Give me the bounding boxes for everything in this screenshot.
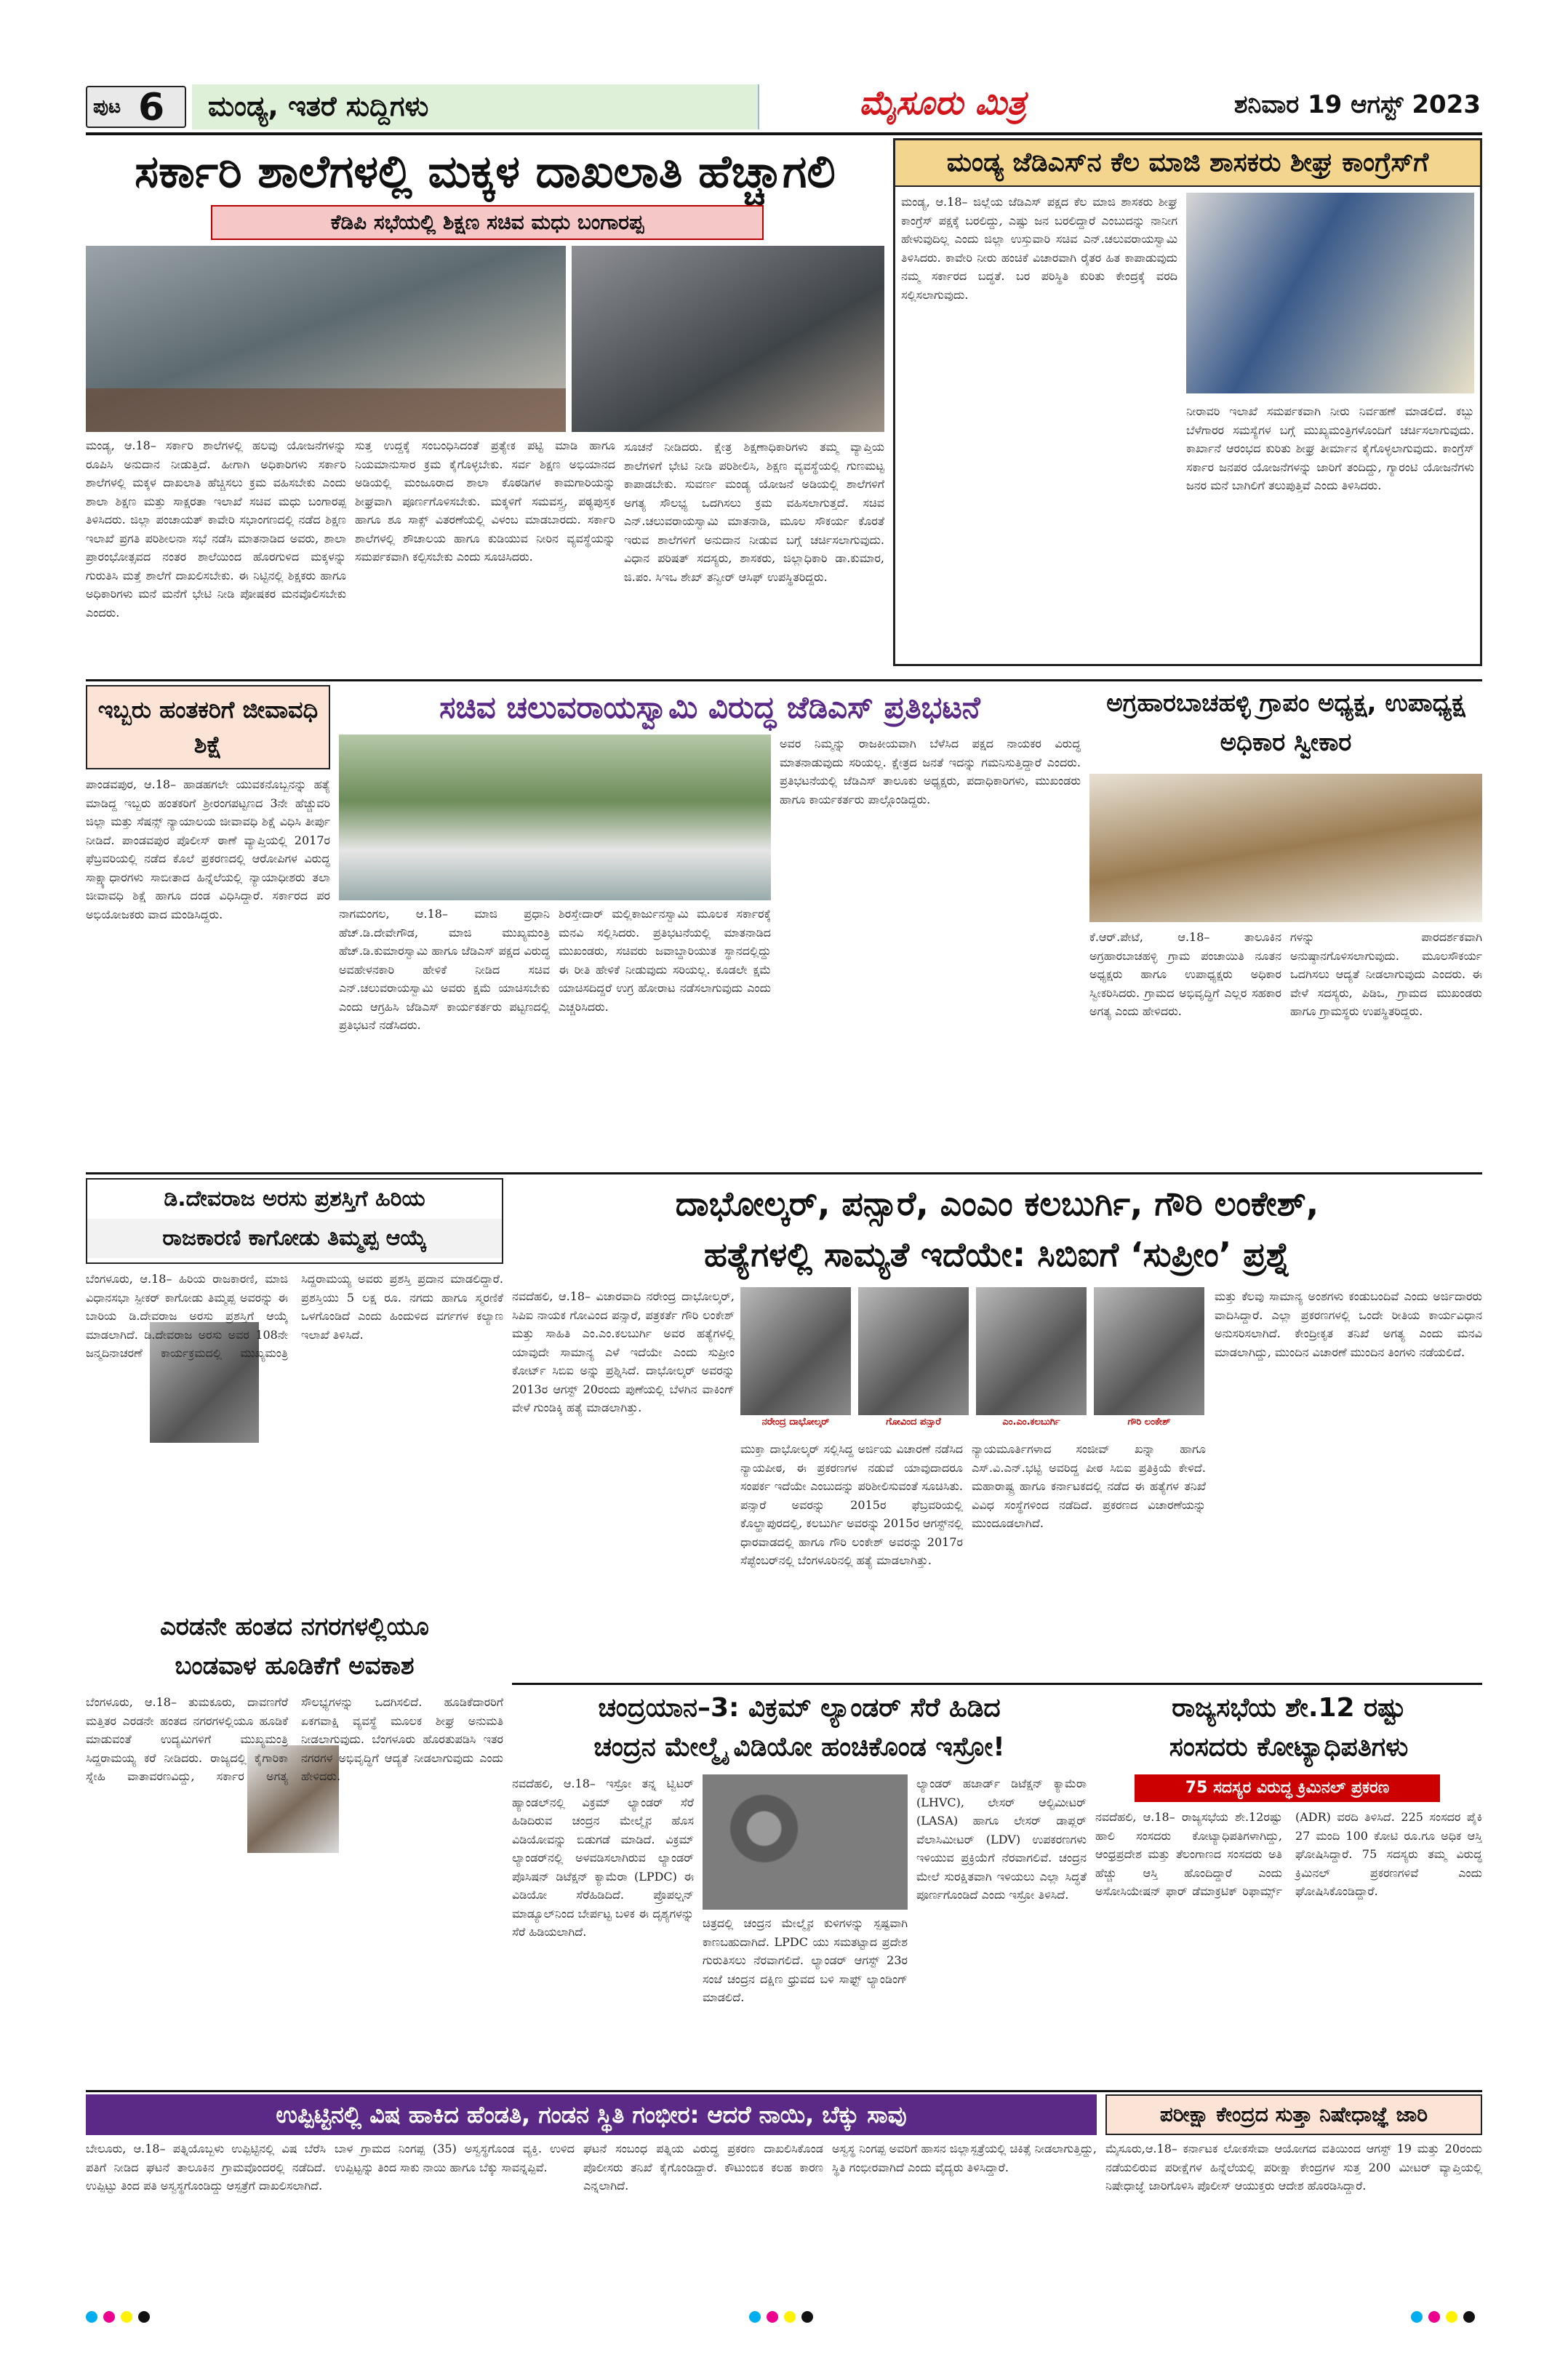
masthead-text: ಮೈಸೂರು ಮಿತ್ರ [859,83,1026,122]
enrolment-col-3: ಸೂಚನೆ ನೀಡಿದರು. ಕ್ಷೇತ್ರ ಶಿಕ್ಷಣಾಧಿಕಾರಿಗಳು ತಮ್ಮ ವ್ಯಾಪ್ತಿಯ ಶಾಲೆಗಳಿಗೆ ಭೇಟಿ ನೀಡಿ ಪರಿಶೀಲಿಸಿ, ಶಿಕ್ಷಣ ವ್ಯವಸ್ಥೆಯಲ್ಲಿ ಗುಣಮಟ್ಟ ಕಾಪಾಡಬೇಕು. ಸುವರ್ಣ ಮಂಡ್ಯ ಯೋಜನೆ ಅಡಿಯಲ್ಲಿ ಶಾಲೆಗಳಿಗೆ ಅಗತ್ಯ ಸೌಲಭ್ಯ ಒದಗಿಸಲು ಕ್ರಮ ವಹಿಸಲಾಗುತ್ತದೆ. ಸಚಿವ ಎನ್.ಚಲುವರಾಯಸ್ವಾಮಿ ಮಾತನಾಡಿ, ಮೂಲ ಸೌಕರ್ಯ ಕೊರತೆ ಇರುವ ಶಾಲೆಗಳಿಗೆ ಅನುದಾನ ನೀಡುವ ಬಗ್ಗೆ ಚರ್ಚಿಸಲಾಗುವುದು. ವಿಧಾನ ಪರಿಷತ್ ಸದಸ್ಯರು, ಶಾಸಕರು, ಜಿಲ್ಲಾಧಿಕಾರಿ ಡಾ.ಕುಮಾರ, ಜಿ.ಪಂ. ಸಿಇಒ ಶೇಖ್ ತನ್ವೀರ್ ಆಸಿಫ್ ಉಪಸ್ಥಿತರಿದ್ದರು. [624,440,884,584]
divider-3 [512,1683,1482,1685]
page-label: ಪುಟ [93,96,121,118]
panchayat-headline: ಅಗ್ರಹಾರಬಾಚಹಳ್ಳಿ ಗ್ರಾಪಂ ಅಧ್ಯಕ್ಷ, ಉಪಾಧ್ಯಕ್ಷ ಅಧಿಕಾರ ಸ್ವೀಕಾರ [1106,689,1465,757]
enrolment-headline: ಸರ್ಕಾರಿ ಶಾಲೆಗಳಲ್ಲಿ ಮಕ್ಕಳ ದಾಖಲಾತಿ ಹೆಚ್ಚಾಗಲಿ [135,145,836,198]
panchayat-col-1: ಕೆ.ಆರ್.ಪೇಟೆ, ಆ.18– ತಾಲೂಕಿನ ಅಗ್ರಹಾರಬಾಚಹಳ್ಳಿ ಗ್ರಾಮ ಪಂಚಾಯಿತಿ ನೂತನ ಅಧ್ಯಕ್ಷರು ಹಾಗೂ ಉಪಾಧ್ಯಕ್ಷರು ಅಧಿಕಾರ ಸ್ವೀಕರಿಸಿದರು. ಗ್ರಾಮದ ಅಭಿವೃದ್ಧಿಗೆ ಎಲ್ಲರ ಸಹಕಾರ ಅಗತ್ಯ ಎಂದು ಹೇಳಿದರು. [1089,930,1281,1018]
enrolment-photo-2 [572,246,884,432]
enrolment-col-2: ಸುತ್ತ ಉದ್ದಕ್ಕೆ ಸಂಬಂಧಿಸಿದಂತೆ ಪ್ರತ್ಯೇಕ ಪಟ್ಟಿ ಮಾಡಿ ಹಾಗೂ ನಿಯಮಾನುಸಾರ ಕ್ರಮ ಕೈಗೊಳ್ಳಬೇಕು. ಸರ್ವ ಶಿಕ್ಷಣ ಅಭಿಯಾನದ ಅಡಿಯಲ್ಲಿ ಮಂಜೂರಾದ ಶಾಲಾ ಕೊಠಡಿಗಳ ಕಾಮಗಾರಿಯನ್ನು ಶೀಘ್ರವಾಗಿ ಪೂರ್ಣಗೊಳಿಸಬೇಕು. ಮಕ್ಕಳಿಗೆ ಸಮವಸ್ತ್ರ, ಪಠ್ಯಪುಸ್ತಕ ಹಾಗೂ ಶೂ ಸಾಕ್ಸ್ ವಿತರಣೆಯಲ್ಲಿ ವಿಳಂಬ ಮಾಡಬಾರದು. ಸರ್ಕಾರಿ ಶಾಲೆಗಳಲ್ಲಿ ಶೌಚಾಲಯ ಹಾಗೂ ಕುಡಿಯುವ ನೀರಿನ ವ್ಯವಸ್ಥೆಯನ್ನು ಸಮರ್ಪಕವಾಗಿ ಕಲ್ಪಿಸಬೇಕು ಎಂದು ಸೂಚಿಸಿದರು. [355,439,615,564]
arasu-headline-box [86,1178,503,1264]
chandrayaan-moon-photo [703,1774,908,1910]
cbi-headline-box [512,1178,1482,1280]
cbi-caption-kalburgi: ಎಂ.ಎಂ.ಕಲಬುರ್ಗಿ [1002,1417,1060,1428]
mps-headline-2: ಸಂಸದರು ಕೋಟ್ಯಾಧಿಪತಿಗಳು [1169,1732,1409,1762]
tier2-headline-1: ಎರಡನೇ ಹಂತದ ನಗರಗಳಲ್ಲಿಯೂ [160,1612,429,1641]
poison-col-1: ಬೇಲೂರು, ಆ.18– ಪತ್ನಿಯೊಬ್ಬಳು ಉಪ್ಪಿಟ್ಟಿನಲ್ಲಿ ವಿಷ ಬೆರೆಸಿ ಪತಿಗೆ ನೀಡಿದ ಘಟನೆ ತಾಲೂಕಿನ ಗ್ರಾಮವೊಂದರಲ್ಲಿ ನಡೆದಿದೆ. ಉಪ್ಪಿಟ್ಟು ತಿಂದ ಪತಿ ಅಸ್ವಸ್ಥಗೊಂಡಿದ್ದು ಆಸ್ಪತ್ರೆಗೆ ದಾಖಲಿಸಲಾಗಿದೆ. [86,2142,326,2193]
divider-2 [86,1172,1482,1174]
cbi-col-1: ನವದೆಹಲಿ, ಆ.18– ವಿಚಾರವಾದಿ ನರೇಂದ್ರ ದಾಭೋಲ್ಕರ್, ಸಿಪಿಐ ನಾಯಕ ಗೋವಿಂದ ಪನ್ಸಾರೆ, ಪತ್ರಕರ್ತೆ ಗೌರಿ ಲಂಕೇಶ್ ಮತ್ತು ಸಾಹಿತಿ ಎಂ.ಎಂ.ಕಲಬುರ್ಗಿ ಅವರ ಹತ್ಯೆಗಳಲ್ಲಿ ಯಾವುದೇ ಸಾಮಾನ್ಯ ಎಳೆ ಇದೆಯೇ ಎಂದು ಸುಪ್ರೀಂ ಕೋರ್ಟ್ ಸಿಬಿಐ ಅನ್ನು ಪ್ರಶ್ನಿಸಿದೆ. ದಾಭೋಲ್ಕರ್ ಅವರನ್ನು 2013ರ ಆಗಸ್ಟ್ 20ರಂದು ಪುಣೆಯಲ್ಲಿ ಬೆಳಗಿನ ವಾಕಿಂಗ್ ವೇಳೆ ಗುಂಡಿಕ್ಕಿ ಹತ್ಯೆ ಮಾಡಲಾಗಿತ್ತು. [512,1289,735,1414]
cbi-photo-row [740,1287,1206,1434]
chandrayaan-col-3: ಲ್ಯಾಂಡರ್ ಹಜಾರ್ಡ್ ಡಿಟೆಕ್ಷನ್ ಕ್ಯಾಮೆರಾ (LHVC), ಲೇಸರ್ ಆಲ್ಟಿಮೀಟರ್ (LASA) ಹಾಗೂ ಲೇಸರ್ ಡಾಪ್ಲರ್ ವೆಲಾಸಿಮೀಟರ್ (LDV) ಉಪಕರಣಗಳು ಇಳಿಯುವ ಪ್ರಕ್ರಿಯೆಗೆ ನೆರವಾಗಲಿವೆ. ಚಂದ್ರನ ಮೇಲೆ ಸುರಕ್ಷಿತವಾಗಿ ಇಳಿಯಲು ಎಲ್ಲಾ ಸಿದ್ಧತೆ ಪೂರ್ಣಗೊಂಡಿದೆ ಎಂದು ಇಸ್ರೋ ತಿಳಿಸಿದೆ. [916,1777,1087,1902]
page-number: 6 [138,86,165,129]
cbi-photo-dabholkar [740,1287,851,1415]
mps-headline-box [1095,1689,1482,1770]
enrolment-subhead [211,205,764,240]
jds-photo [1186,193,1474,393]
jds-box [893,138,1482,666]
exam-headline: ಪರೀಕ್ಷಾ ಕೇಂದ್ರದ ಸುತ್ತಾ ನಿಷೇಧಾಜ್ಞೆ ಜಾರಿ [1159,2102,1428,2126]
exam-headline-band [1105,2094,1482,2135]
cbi-headline-2: ಹತ್ಯೆಗಳಲ್ಲಿ ಸಾಮ್ಯತೆ ಇದೆಯೇ: ಸಿಬಿಐಗೆ ‘ಸುಪ್ರೀಂ’ ಪ್ರಶ್ನೆ [703,1235,1291,1274]
masthead-logo [783,83,1103,131]
protest-col-3: ಅವರ ನಿಮ್ಮನ್ನು ರಾಜಕೀಯವಾಗಿ ಬೆಳೆಸಿದ ಪಕ್ಷದ ನಾಯಕರ ವಿರುದ್ಧ ಮಾತನಾಡುವುದು ಸರಿಯಲ್ಲ. ಕ್ಷೇತ್ರದ ಜನತೆ ಇದನ್ನು ಗಮನಿಸುತ್ತಿದ್ದಾರೆ ಎಂದರು. ಪ್ರತಿಭಟನೆಯಲ್ಲಿ ಜೆಡಿಎಸ್ ತಾಲೂಕು ಅಧ್ಯಕ್ಷರು, ಪದಾಧಿಕಾರಿಗಳು, ಮುಖಂಡರು ಹಾಗೂ ಕಾರ್ಯಕರ್ತರು ಪಾಲ್ಗೊಂಡಿದ್ದರು. [780,737,1081,806]
convicts-headline-box [86,685,330,769]
jds-col-2: ನೀರಾವರಿ ಇಲಾಖೆ ಸಮರ್ಪಕವಾಗಿ ನೀರು ನಿರ್ವಹಣೆ ಮಾಡಲಿದೆ. ಕಬ್ಬು ಬೆಳೆಗಾರರ ಸಮಸ್ಯೆಗಳ ಬಗ್ಗೆ ಮುಖ್ಯಮಂತ್ರಿಗಳೊಂದಿಗೆ ಚರ್ಚಿಸಲಾಗುವುದು. ಕಾರ್ಖಾನೆ ಆರಂಭದ ಕುರಿತು ಶೀಘ್ರ ತೀರ್ಮಾನ ಕೈಗೊಳ್ಳಲಾಗುವುದು. ಕಾಂಗ್ರೆಸ್ ಸರ್ಕಾರ ಜನಪರ ಯೋಜನೆಗಳನ್ನು ಜಾರಿಗೆ ತಂದಿದ್ದು, ಗ್ಯಾರಂಟಿ ಯೋಜನೆಗಳು ಜನರ ಮನೆ ಬಾಗಿಲಿಗೆ ತಲುಪುತ್ತಿವೆ ಎಂದು ತಿಳಿಸಿದರು. [1186,404,1474,492]
page-number-badge [86,86,186,128]
poison-col-2: ಬಾಳ ಗ್ರಾಮದ ನಿಂಗಪ್ಪ (35) ಅಸ್ವಸ್ಥಗೊಂಡ ವ್ಯಕ್ತಿ. ಉಳಿದ ಉಪ್ಪಿಟ್ಟನ್ನು ತಿಂದ ಸಾಕು ನಾಯಿ ಹಾಗೂ ಬೆಕ್ಕು ಸಾವನ್ನಪ್ಪಿವೆ. [335,2142,575,2174]
arasu-body: ಬೆಂಗಳೂರು, ಆ.18– ಹಿರಿಯ ರಾಜಕಾರಣಿ, ಮಾಜಿ ವಿಧಾನಸಭಾ ಸ್ಪೀಕರ್ ಕಾಗೋಡು ತಿಮ್ಮಪ್ಪ ಅವರನ್ನು ಈ ಬಾರಿಯ ಡಿ.ದೇವರಾಜ ಅರಸು ಪ್ರಶಸ್ತಿಗೆ ಆಯ್ಕೆ ಮಾಡಲಾಗಿದೆ. ಡಿ.ದೇವರಾಜ ಅರಸು ಅವರ 108ನೇ ಜನ್ಮದಿನಾಚರಣೆ ಕಾರ್ಯಕ್ರಮದಲ್ಲಿ ಮುಖ್ಯಮಂತ್ರಿ ಸಿದ್ದರಾಮಯ್ಯ ಅವರು ಪ್ರಶಸ್ತಿ ಪ್ರದಾನ ಮಾಡಲಿದ್ದಾರೆ. ಪ್ರಶಸ್ತಿಯು 5 ಲಕ್ಷ ರೂ. ನಗದು ಹಾಗೂ ಸ್ಮರಣಿಕೆ ಒಳಗೊಂಡಿದೆ ಎಂದು ಹಿಂದುಳಿದ ವರ್ಗಗಳ ಕಲ್ಯಾಣ ಇಲಾಖೆ ತಿಳಿಸಿದೆ. [86,1272,503,1360]
panchayat-headline-box [1089,684,1482,769]
tier2-body: ಬೆಂಗಳೂರು, ಆ.18– ತುಮಕೂರು, ದಾವಣಗೆರೆ ಮತ್ತಿತರ ಎರಡನೇ ಹಂತದ ನಗರಗಳಲ್ಲಿಯೂ ಹೂಡಿಕೆ ಮಾಡುವಂತೆ ಉದ್ಯಮಿಗಳಿಗೆ ಮುಖ್ಯಮಂತ್ರಿ ಸಿದ್ದರಾಮಯ್ಯ ಕರೆ ನೀಡಿದರು. ರಾಜ್ಯದಲ್ಲಿ ಕೈಗಾರಿಕಾ ಸ್ನೇಹಿ ವಾತಾವರಣವಿದ್ದು, ಸರ್ಕಾರ ಅಗತ್ಯ ಸೌಲಭ್ಯಗಳನ್ನು ಒದಗಿಸಲಿದೆ. ಹೂಡಿಕೆದಾರರಿಗೆ ಏಕಗವಾಕ್ಷಿ ವ್ಯವಸ್ಥೆ ಮೂಲಕ ಶೀಘ್ರ ಅನುಮತಿ ನೀಡಲಾಗುವುದು. ಬೆಂಗಳೂರು ಹೊರತುಪಡಿಸಿ ಇತರ ನಗರಗಳ ಅಭಿವೃದ್ಧಿಗೆ ಆದ್ಯತೆ ನೀಡಲಾಗುವುದು ಎಂದು ಹೇಳಿದರು. [86,1695,503,1783]
registration-dots-right [1411,2311,1481,2326]
cbi-col-4: ಮತ್ತು ಕೆಲವು ಸಾಮಾನ್ಯ ಅಂಶಗಳು ಕಂಡುಬಂದಿವೆ ಎಂದು ಅರ್ಜಿದಾರರು ವಾದಿಸಿದ್ದಾರೆ. ಎಲ್ಲಾ ಪ್ರಕರಣಗಳಲ್ಲಿ ಒಂದೇ ರೀತಿಯ ಕಾರ್ಯವಿಧಾನ ಅನುಸರಿಸಲಾಗಿದೆ. ಕೇಂದ್ರೀಕೃತ ತನಿಖೆ ಅಗತ್ಯ ಎಂದು ಮನವಿ ಮಾಡಲಾಗಿದ್ದು, ಮುಂದಿನ ವಿಚಾರಣೆ ಮುಂದಿನ ತಿಂಗಳು ನಡೆಯಲಿದೆ. [1215,1289,1482,1359]
arasu-headline-1: ಡಿ.ದೇವರಾಜ ಅರಸು ಪ್ರಶಸ್ತಿಗೆ ಹಿರಿಯ [164,1186,425,1212]
protest-col-2: ಶಿರಸ್ತೇದಾರ್ ಮಲ್ಲಿಕಾರ್ಜುನಸ್ವಾಮಿ ಮೂಲಕ ಸರ್ಕಾರಕ್ಕೆ ಮನವಿ ಸಲ್ಲಿಸಿದರು. ಪ್ರತಿಭಟನೆಯಲ್ಲಿ ಮಾತನಾಡಿದ ಮುಖಂಡರು, ಸಚಿವರು ಜವಾಬ್ದಾರಿಯುತ ಸ್ಥಾನದಲ್ಲಿದ್ದು ಈ ರೀತಿ ಹೇಳಿಕೆ ನೀಡುವುದು ಸರಿಯಲ್ಲ. ಕೂಡಲೇ ಕ್ಷಮೆ ಯಾಚಿಸದಿದ್ದರೆ ಉಗ್ರ ಹೋರಾಟ ನಡೆಸಲಾಗುವುದು ಎಂದು ಎಚ್ಚರಿಸಿದರು. [559,907,771,1014]
divider-1 [86,679,1482,681]
cbi-photo-pansare [858,1287,969,1415]
cbi-caption-dabholkar: ನರೇಂದ್ರ ದಾಭೋಲ್ಕರ್ [761,1417,830,1428]
cbi-caption-gauri: ಗೌರಿ ಲಂಕೇಶ್ [1127,1417,1171,1428]
issue-date: ಶನಿವಾರ 19 ಆಗಸ್ಟ್ 2023 [1233,90,1481,119]
tier2-headline-2: ಬಂಡವಾಳ ಹೂಡಿಕೆಗೆ ಅವಕಾಶ [175,1652,415,1681]
divider-4 [86,2090,1482,2092]
protest-headline: ಸಚಿವ ಚಲುವರಾಯಸ್ವಾಮಿ ವಿರುದ್ಧ ಜೆಡಿಎಸ್ ಪ್ರತಿಭಟನೆ [439,689,980,725]
cbi-photo-gauri [1094,1287,1204,1415]
mps-body: ನವದೆಹಲಿ, ಆ.18– ರಾಜ್ಯಸಭೆಯ ಶೇ.12ರಷ್ಟು ಹಾಲಿ ಸಂಸದರು ಕೋಟ್ಯಾಧಿಪತಿಗಳಾಗಿದ್ದು, ಆಂಧ್ರಪ್ರದೇಶ ಮತ್ತು ತೆಲಂಗಾಣದ ಸಂಸದರು ಅತಿ ಹೆಚ್ಚು ಆಸ್ತಿ ಹೊಂದಿದ್ದಾರೆ ಎಂದು ಅಸೋಸಿಯೇಷನ್ ಫಾರ್ ಡೆಮಾಕ್ರಟಿಕ್ ರಿಫಾರ್ಮ್ಸ್ (ADR) ವರದಿ ತಿಳಿಸಿದೆ. 225 ಸಂಸದರ ಪೈಕಿ 27 ಮಂದಿ 100 ಕೋಟಿ ರೂ.ಗೂ ಅಧಿಕ ಆಸ್ತಿ ಘೋಷಿಸಿದ್ದಾರೆ. 75 ಸದಸ್ಯರು ತಮ್ಮ ವಿರುದ್ಧ ಕ್ರಿಮಿನಲ್ ಪ್ರಕರಣಗಳಿವೆ ಎಂದು ಘೋಷಿಸಿಕೊಂಡಿದ್ದಾರೆ. [1095,1810,1482,1898]
cbi-col-2: ಮುಕ್ತಾ ದಾಭೋಲ್ಕರ್ ಸಲ್ಲಿಸಿದ್ದ ಅರ್ಜಿಯ ವಿಚಾರಣೆ ನಡೆಸಿದ ನ್ಯಾಯಪೀಠ, ಈ ಪ್ರಕರಣಗಳ ನಡುವೆ ಯಾವುದಾದರೂ ಸಂಪರ್ಕ ಇದೆಯೇ ಎಂಬುದನ್ನು ಪರಿಶೀಲಿಸುವಂತೆ ಸೂಚಿಸಿತು. ಪನ್ಸಾರೆ ಅವರನ್ನು 2015ರ ಫೆಬ್ರವರಿಯಲ್ಲಿ ಕೊಲ್ಹಾಪುರದಲ್ಲಿ, ಕಲಬುರ್ಗಿ ಅವರನ್ನು 2015ರ ಆಗಸ್ಟ್‌ನಲ್ಲಿ ಧಾರವಾಡದಲ್ಲಿ ಹಾಗೂ ಗೌರಿ ಲಂಕೇಶ್ ಅವರನ್ನು 2017ರ ಸೆಪ್ಟೆಂಬರ್‌ನಲ್ಲಿ ಬೆಂಗಳೂರಿನಲ್ಲಿ ಹತ್ಯೆ ಮಾಡಲಾಗಿತ್ತು. [740,1442,963,1567]
poison-col-3: ಘಟನೆ ಸಂಬಂಧ ಪತ್ನಿಯ ವಿರುದ್ಧ ಪ್ರಕರಣ ದಾಖಲಿಸಿಕೊಂಡ ಪೊಲೀಸರು ತನಿಖೆ ಕೈಗೊಂಡಿದ್ದಾರೆ. ಕೌಟುಂಬಿಕ ಕಲಹ ಕಾರಣ ಎನ್ನಲಾಗಿದೆ. [583,2142,823,2193]
header-rule [86,132,1482,135]
panchayat-photo [1089,774,1482,922]
jds-headline-band [895,140,1480,187]
exam-body: ಮೈಸೂರು,ಆ.18– ಕರ್ನಾಟಕ ಲೋಕಸೇವಾ ಆಯೋಗದ ವತಿಯಿಂದ ಆಗಸ್ಟ್ 19 ಮತ್ತು 20ರಂದು ನಡೆಯಲಿರುವ ಪರೀಕ್ಷೆಗಳ ಹಿನ್ನೆಲೆಯಲ್ಲಿ ಪರೀಕ್ಷಾ ಕೇಂದ್ರಗಳ ಸುತ್ತ 200 ಮೀಟರ್ ವ್ಯಾಪ್ತಿಯಲ್ಲಿ ನಿಷೇಧಾಜ್ಞೆ ಜಾರಿಗೊಳಿಸಿ ಪೊಲೀಸ್ ಆಯುಕ್ತರು ಆದೇಶ ಹೊರಡಿಸಿದ್ದಾರೆ. [1105,2142,1482,2193]
registration-dots-left [86,2311,156,2326]
arasu-headline-2: ರಾಜಕಾರಣಿ ಕಾಗೋಡು ತಿಮ್ಮಪ್ಪ ಆಯ್ಕೆ [87,1219,502,1258]
protest-col-1: ನಾಗಮಂಗಲ, ಆ.18– ಮಾಜಿ ಪ್ರಧಾನಿ ಹೆಚ್.ಡಿ.ದೇವೇಗೌಡ, ಮಾಜಿ ಮುಖ್ಯಮಂತ್ರಿ ಹೆಚ್.ಡಿ.ಕುಮಾರಸ್ವಾಮಿ ಹಾಗೂ ಜೆಡಿಎಸ್ ಪಕ್ಷದ ವಿರುದ್ಧ ಅವಹೇಳನಕಾರಿ ಹೇಳಿಕೆ ನೀಡಿದ ಸಚಿವ ಎನ್.ಚಲುವರಾಯಸ್ವಾಮಿ ಅವರು ಕ್ಷಮೆ ಯಾಚಿಸಬೇಕು ಎಂದು ಆಗ್ರಹಿಸಿ ಜೆಡಿಎಸ್ ಕಾರ್ಯಕರ್ತರು ಪಟ್ಟಣದಲ್ಲಿ ಪ್ರತಿಭಟನೆ ನಡೆಸಿದರು. [339,907,550,1032]
tier2-headline-box [86,1607,503,1689]
jds-col-1: ಮಂಡ್ಯ, ಆ.18– ಜಿಲ್ಲೆಯ ಜೆಡಿಎಸ್ ಪಕ್ಷದ ಕೆಲ ಮಾಜಿ ಶಾಸಕರು ಶೀಘ್ರ ಕಾಂಗ್ರೆಸ್ ಪಕ್ಷಕ್ಕೆ ಬರಲಿದ್ದು, ಎಷ್ಟು ಜನ ಬರಲಿದ್ದಾರೆ ಎಂಬುದನ್ನು ನಾನೀಗ ಹೇಳುವುದಿಲ್ಲ ಎಂದು ಜಿಲ್ಲಾ ಉಸ್ತುವಾರಿ ಸಚಿವ ಎನ್.ಚಲುವರಾಯಸ್ವಾಮಿ ತಿಳಿಸಿದರು. ಕಾವೇರಿ ನೀರು ಹಂಚಿಕೆ ವಿಚಾರವಾಗಿ ರೈತರ ಹಿತ ಕಾಪಾಡುವುದು ನಮ್ಮ ಸರ್ಕಾರದ ಬದ್ಧತೆ. ಬರ ಪರಿಸ್ಥಿತಿ ಕುರಿತು ಕೇಂದ್ರಕ್ಕೆ ವರದಿ ಸಲ್ಲಿಸಲಾಗುವುದು. [901,195,1177,302]
mps-headline-1: ರಾಜ್ಯಸಭೆಯ ಶೇ.12 ರಷ್ಟು [1172,1693,1406,1723]
cbi-caption-pansare: ಗೋವಿಂದ ಪನ್ಸಾರೆ [886,1417,941,1428]
section-title: ಮಂಡ್ಯ, ಇತರೆ ಸುದ್ದಿಗಳು [208,90,429,122]
convicts-headline: ಇಬ್ಬರು ಹಂತಕರಿಗೆ ಜೀವಾವಧಿ ಶಿಕ್ಷೆ [97,696,319,758]
protest-photo [339,734,771,900]
enrolment-subhead-text: ಕೆಡಿಪಿ ಸಭೆಯಲ್ಲಿ ಶಿಕ್ಷಣ ಸಚಿವ ಮಧು ಬಂಗಾರಪ್ಪ [330,210,644,234]
enrolment-photo-1 [86,246,566,432]
chandrayaan-headline-2: ಚಂದ್ರನ ಮೇಲ್ಮೈ ವಿಡಿಯೋ ಹಂಚಿಕೊಂಡ ಇಸ್ರೋ! [593,1732,1005,1762]
chandrayaan-col-2: ಚಿತ್ರದಲ್ಲಿ ಚಂದ್ರನ ಮೇಲ್ಮೈನ ಕುಳಿಗಳನ್ನು ಸ್ಪಷ್ಟವಾಗಿ ಕಾಣಬಹುದಾಗಿದೆ. LPDC ಯು ಸಮತಟ್ಟಾದ ಪ್ರದೇಶ ಗುರುತಿಸಲು ನೆರವಾಗಲಿದೆ. ಲ್ಯಾಂಡರ್ ಆಗಸ್ಟ್ 23ರ ಸಂಜೆ ಚಂದ್ರನ ದಕ್ಷಿಣ ಧ್ರುವದ ಬಳಿ ಸಾಫ್ಟ್ ಲ್ಯಾಂಡಿಂಗ್ ಮಾಡಲಿದೆ. [703,1916,908,2004]
cbi-headline-1: ದಾಭೋಲ್ಕರ್, ಪನ್ಸಾರೆ, ಎಂಎಂ ಕಲಬುರ್ಗಿ, ಗೌರಿ ಲಂಕೇಶ್, [675,1184,1319,1223]
mps-subhead: 75 ಸದಸ್ಯರ ವಿರುದ್ಧ ಕ್ರಿಮಿನಲ್ ಪ್ರಕರಣ [1185,1779,1390,1797]
chandrayaan-headline-box [512,1689,1087,1770]
poison-headline-band [86,2094,1097,2135]
convicts-body: ಪಾಂಡವಪುರ, ಆ.18– ಹಾಡಹಗಲೇ ಯುವಕನೊಬ್ಬನನ್ನು ಹತ್ಯೆ ಮಾಡಿದ್ದ ಇಬ್ಬರು ಹಂತಕರಿಗೆ ಶ್ರೀರಂಗಪಟ್ಟಣದ 3ನೇ ಹೆಚ್ಚುವರಿ ಜಿಲ್ಲಾ ಮತ್ತು ಸೆಷನ್ಸ್ ನ್ಯಾಯಾಲಯ ಜೀವಾವಧಿ ಶಿಕ್ಷೆ ವಿಧಿಸಿ ತೀರ್ಪು ನೀಡಿದೆ. ಪಾಂಡವಪುರ ಪೊಲೀಸ್ ಠಾಣೆ ವ್ಯಾಪ್ತಿಯಲ್ಲಿ 2017ರ ಫೆಬ್ರವರಿಯಲ್ಲಿ ನಡೆದ ಕೊಲೆ ಪ್ರಕರಣದಲ್ಲಿ ಆರೋಪಿಗಳ ವಿರುದ್ಧ ಸಾಕ್ಷ್ಯಾಧಾರಗಳು ಸಾಬೀತಾದ ಹಿನ್ನೆಲೆಯಲ್ಲಿ ನ್ಯಾಯಾಧೀಶರು ತಲಾ ಜೀವಾವಧಿ ಶಿಕ್ಷೆ ಹಾಗೂ ದಂಡ ವಿಧಿಸಿದ್ದಾರೆ. ಸರ್ಕಾರದ ಪರ ಅಭಿಯೋಜಕರು ವಾದ ಮಂಡಿಸಿದ್ದರು. [86,777,330,921]
registration-dots-center [749,2311,819,2326]
page-header [86,83,1482,132]
mps-subhead-band [1135,1774,1440,1802]
poison-headline: ಉಪ್ಪಿಟ್ಟಿನಲ್ಲಿ ವಿಷ ಹಾಕಿದ ಹೆಂಡತಿ, ಗಂಡನ ಸ್ಥಿತಿ ಗಂಭೀರ: ಆದರೆ ನಾಯಿ, ಬೆಕ್ಕು ಸಾವು [276,2101,907,2129]
jds-headline: ಮಂಡ್ಯ ಜೆಡಿಎಸ್‌ನ ಕೆಲ ಮಾಜಿ ಶಾಸಕರು ಶೀಘ್ರ ಕಾಂಗ್ರೆಸ್‌ಗೆ [946,148,1429,177]
enrolment-col-1: ಮಂಡ್ಯ, ಆ.18– ಸರ್ಕಾರಿ ಶಾಲೆಗಳಲ್ಲಿ ಹಲವು ಯೋಜನೆಗಳನ್ನು ರೂಪಿಸಿ ಅನುದಾನ ನೀಡುತ್ತಿದೆ. ಹೀಗಾಗಿ ಅಧಿಕಾರಿಗಳು ಸರ್ಕಾರಿ ಶಾಲೆಗಳಲ್ಲಿ ಮಕ್ಕಳ ದಾಖಲಾತಿ ಹೆಚ್ಚಿಸಲು ಕ್ರಮ ವಹಿಸಬೇಕು ಎಂದು ಶಾಲಾ ಶಿಕ್ಷಣ ಮತ್ತು ಸಾಕ್ಷರತಾ ಇಲಾಖೆ ಸಚಿವ ಮಧು ಬಂಗಾರಪ್ಪ ತಿಳಿಸಿದರು. ಜಿಲ್ಲಾ ಪಂಚಾಯತ್ ಕಾವೇರಿ ಸಭಾಂಗಣದಲ್ಲಿ ನಡೆದ ಶಿಕ್ಷಣ ಇಲಾಖೆ ಪ್ರಗತಿ ಪರಿಶೀಲನಾ ಸಭೆ ನಡೆಸಿ ಮಾತನಾಡಿದ ಅವರು, ಶಾಲಾ ಪ್ರಾರಂಭೋತ್ಸವದ ನಂತರ ಶಾಲೆಯಿಂದ ಹೊರಗುಳಿದ ಮಕ್ಕಳನ್ನು ಗುರುತಿಸಿ ಮತ್ತೆ ಶಾಲೆಗೆ ದಾಖಲಿಸಬೇಕು. ಈ ನಿಟ್ಟಿನಲ್ಲಿ ಶಿಕ್ಷಕರು ಹಾಗೂ ಅಧಿಕಾರಿಗಳು ಮನೆ ಮನೆಗೆ ಭೇಟಿ ನೀಡಿ ಪೋಷಕರ ಮನವೊಲಿಸಬೇಕು ಎಂದರು. [86,439,346,620]
cbi-photo-kalburgi [976,1287,1087,1415]
cbi-col-3: ನ್ಯಾಯಮೂರ್ತಿಗಳಾದ ಸಂಜೀವ್ ಖನ್ನಾ ಹಾಗೂ ಎಸ್.ವಿ.ಎನ್.ಭಟ್ಟಿ ಅವರಿದ್ದ ಪೀಠ ಸಿಬಿಐ ಪ್ರತಿಕ್ರಿಯೆ ಕೇಳಿದೆ. ಮಹಾರಾಷ್ಟ್ರ ಹಾಗೂ ಕರ್ನಾಟಕದಲ್ಲಿ ನಡೆದ ಈ ಹತ್ಯೆಗಳ ತನಿಖೆ ವಿವಿಧ ಸಂಸ್ಥೆಗಳಿಂದ ನಡೆದಿದೆ. ಪ್ರಕರಣದ ವಿಚಾರಣೆಯನ್ನು ಮುಂದೂಡಲಾಗಿದೆ. [972,1442,1206,1530]
poison-col-4: ಅಸ್ವಸ್ಥ ನಿಂಗಪ್ಪ ಅವರಿಗೆ ಹಾಸನ ಜಿಲ್ಲಾಸ್ಪತ್ರೆಯಲ್ಲಿ ಚಿಕಿತ್ಸೆ ನೀಡಲಾಗುತ್ತಿದ್ದು, ಸ್ಥಿತಿ ಗಂಭೀರವಾಗಿದೆ ಎಂದು ವೈದ್ಯರು ತಿಳಿಸಿದ್ದಾರೆ. [832,2142,1097,2174]
chandrayaan-headline-1: ಚಂದ್ರಯಾನ–3: ವಿಕ್ರಮ್ ಲ್ಯಾಂಡರ್ ಸೆರೆ ಹಿಡಿದ [598,1693,1001,1723]
chandrayaan-col-1: ನವದೆಹಲಿ, ಆ.18– ಇಸ್ರೋ ತನ್ನ ಟ್ವಿಟರ್ ಹ್ಯಾಂಡಲ್‌ನಲ್ಲಿ ವಿಕ್ರಮ್ ಲ್ಯಾಂಡರ್ ಸೆರೆ ಹಿಡಿದಿರುವ ಚಂದ್ರನ ಮೇಲ್ಮೈನ ಹೊಸ ವಿಡಿಯೋವನ್ನು ಬಿಡುಗಡೆ ಮಾಡಿದೆ. ವಿಕ್ರಮ್ ಲ್ಯಾಂಡರ್‌ನಲ್ಲಿ ಅಳವಡಿಸಲಾಗಿರುವ ಲ್ಯಾಂಡರ್ ಪೊಸಿಷನ್ ಡಿಟೆಕ್ಷನ್ ಕ್ಯಾಮೆರಾ (LPDC) ಈ ವಿಡಿಯೋ ಸೆರೆಹಿಡಿದಿದೆ. ಪ್ರೊಪಲ್ಷನ್ ಮಾಡ್ಯೂಲ್‌ನಿಂದ ಬೇರ್ಪಟ್ಟ ಬಳಿಕ ಈ ದೃಶ್ಯಗಳನ್ನು ಸೆರೆ ಹಿಡಿಯಲಾಗಿದೆ. [512,1777,694,1939]
panchayat-col-2: ಗಳನ್ನು ಪಾರದರ್ಶಕವಾಗಿ ಅನುಷ್ಠಾನಗೊಳಿಸಲಾಗುವುದು. ಮೂಲಸೌಕರ್ಯ ಒದಗಿಸಲು ಆದ್ಯತೆ ನೀಡಲಾಗುವುದು ಎಂದರು. ಈ ವೇಳೆ ಸದಸ್ಯರು, ಪಿಡಿಒ, ಗ್ರಾಮದ ಮುಖಂಡರು ಹಾಗೂ ಗ್ರಾಮಸ್ಥರು ಉಪಸ್ಥಿತರಿದ್ದರು. [1290,930,1482,1018]
section-band [192,84,759,129]
